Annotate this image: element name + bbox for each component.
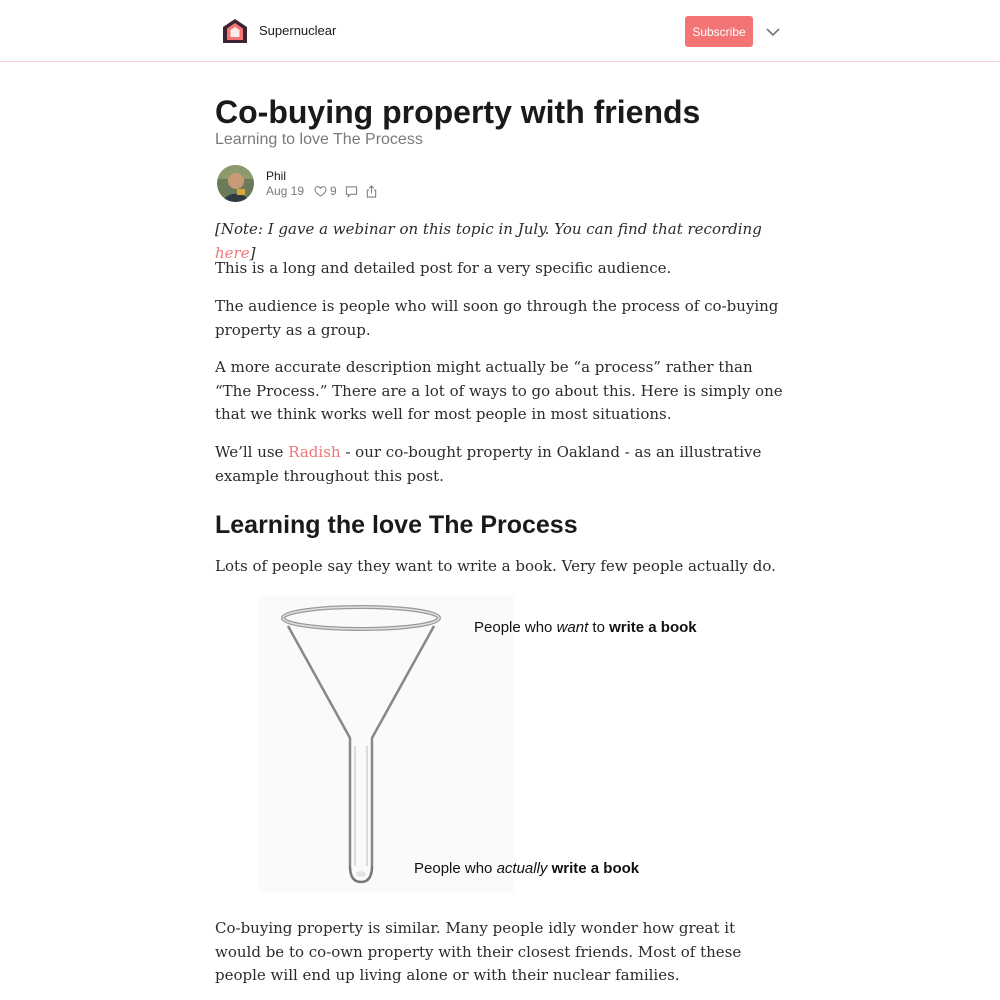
section-heading: Learning the love The Process	[215, 511, 578, 539]
funnel-top-caption: People who want to write a book	[474, 619, 697, 636]
author-name[interactable]: Phil	[266, 169, 287, 183]
paragraph: We’ll use Radish - our co-bought property in Oakland - as an illustrative example throughout this post.	[215, 443, 762, 485]
paragraph: A more accurate description might actually be “a process” rather than “The Process.” There are a lot of ways to go about this. Here is simply one that we think works well for most people in most situations.	[215, 358, 783, 423]
funnel-bottom-caption: People who actually write a book	[414, 860, 640, 877]
publication-name[interactable]: Supernuclear	[259, 23, 337, 38]
webinar-note: [Note: I gave a webinar on this topic in July. You can find that recording here]	[215, 220, 762, 262]
like-button[interactable]	[314, 184, 345, 198]
post-date: Aug 19	[266, 184, 305, 198]
post-meta	[266, 184, 378, 198]
paragraph: Co-buying property is similar. Many people idly wonder how great it would be to co-own property with their closest friends. Most of these people will end up living alone or with their nuclear families.	[215, 919, 742, 984]
paragraph: The audience is people who will soon go through the process of co-buying property as a group.	[215, 297, 779, 339]
funnel-figure	[258, 596, 710, 892]
paragraph: This is a long and detailed post for a very specific audience.	[215, 259, 672, 277]
post-title: Co-buying property with friends	[215, 94, 701, 130]
recording-link[interactable]: here	[215, 243, 250, 262]
author-avatar[interactable]	[217, 165, 254, 202]
radish-link[interactable]: Radish	[288, 443, 341, 461]
funnel-illustration	[258, 596, 514, 892]
subscribe-button[interactable]: Subscribe	[685, 16, 753, 47]
share-icon	[365, 185, 378, 198]
like-count: 9	[330, 184, 337, 198]
comment-button[interactable]	[345, 185, 358, 198]
chevron-down-icon[interactable]	[765, 24, 781, 40]
house-logo-icon[interactable]	[222, 18, 248, 44]
post-subtitle: Learning to love The Process	[215, 131, 423, 148]
paragraph: Lots of people say they want to write a book. Very few people actually do.	[215, 557, 776, 575]
heart-icon	[314, 185, 327, 198]
comment-icon	[345, 185, 358, 198]
share-button[interactable]	[365, 185, 378, 198]
top-navigation-bar	[0, 0, 1000, 62]
